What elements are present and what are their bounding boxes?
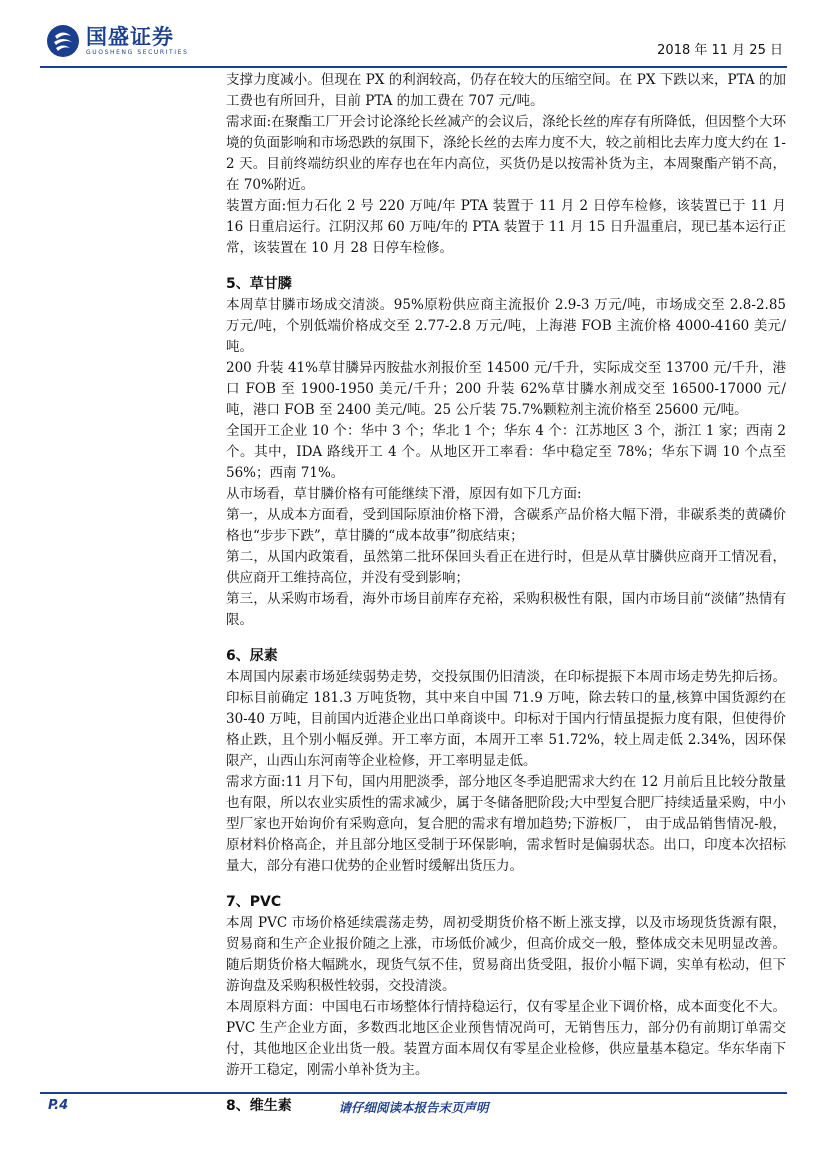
- logo-name-en: GUOSHENG SECURITIES: [86, 49, 189, 56]
- section-title-pvc: 7、PVC: [226, 894, 282, 910]
- paragraph: 本周 PVC 市场价格延续震荡走势，周初受期货价格不断上涨支撑，以及市场现货货源有限，贸易商和生产企业报价随之上涨，市场低价减少，但高价成交一般，整体成交未见明显改善。随后期货价格大幅跳水，现货气氛不佳，贸易商出货受阻，报价小幅下调，实单有松动，但下游询盘及采购积极性较弱，交投清淡。: [226, 915, 786, 994]
- page-number: P.4: [48, 1098, 69, 1113]
- paragraph: 本周国内尿素市场延续弱势走势，交投氛围仍旧清淡，在印标提振下本周市场走势先抑后扬。印标目前确定 181.3 万吨货物，其中来自中国 71.9 万吨，除去转口的量,核算中国货源约在 30-40 万吨，目前国内近港企业出口单商谈中。印标对于国内行情虽提振力度有限，但使得价格止跌，且个别小幅反弹。开工率方面，本周开工率 51.72%，较上周走低 2.34%，因环保限产，山西山东河南等企业检修，开工率明显走低。: [226, 669, 786, 769]
- paragraph: 从市场看，草甘膦价格有可能继续下滑，原因有如下几方面:: [226, 486, 582, 502]
- paragraph: 第三，从采购市场看，海外市场目前库存充裕，采购积极性有限，国内市场目前“淡储”热情有限。: [226, 591, 786, 628]
- report-body: [226, 70, 786, 1117]
- paragraph: 装置方面:恒力石化 2 号 220 万吨/年 PTA 装置于 11 月 2 日停车检修，该装置已于 11 月 16 日重启运行。江阴汉邦 60 万吨/年的 PTA 装置于 11 月 15 日升温重启，现已基本运行正常，该装置在 10 月 28 日停车检修。: [226, 198, 786, 256]
- logo-icon: [46, 24, 80, 58]
- section-title-urea: 6、尿素: [226, 648, 278, 664]
- paragraph: 200 升装 41%草甘膦异丙胺盐水剂报价至 14500 元/千升，实际成交至 13700 元/千升，港口 FOB 至 1900-1950 美元/千升；200 升装 62%草甘膦水剂成交至 16500-17000 元/吨，港口 FOB 至 2400 美元/吨。25 公斤装 75.7%颗粒剂主流价格至 25600 元/吨。: [226, 360, 786, 418]
- company-logo: [46, 22, 188, 60]
- footer-disclaimer: 请仔细阅读本报告末页声明: [338, 1100, 489, 1115]
- paragraph: 本周原料方面：中国电石市场整体行情持稳运行，仅有零星企业下调价格，成本面变化不大。PVC 生产企业方面，多数西北地区企业预售情况尚可，无销售压力，部分仍有前期订单需交付，其他地区企业出货一般。装置方面本周仅有零星企业检修，供应量基本稳定。华东华南下游开工稳定，刚需小单补货为主。: [226, 999, 786, 1078]
- paragraph: 全国开工企业 10 个：华中 3 个；华北 1 个；华东 4 个：江苏地区 3 个，浙江 1 家；西南 2 个。其中，IDA 路线开工 4 个。从地区开工率看：华中稳定至 78%；华东下调 10 个点至 56%；西南 71%。: [226, 423, 786, 481]
- page-footer: [40, 1092, 787, 1114]
- paragraph: 需求面:在聚酯工厂开会讨论涤纶长丝减产的会议后，涤纶长丝的库存有所降低，但因整个大环境的负面影响和市场恐跌的氛围下，涤纶长丝的去库力度不大，较之前相比去库力度大约在 1-2 天。目前终端纺织业的库存也在年内高位，买货仍是以按需补货为主，本周聚酯产销不高，在 70%附近。: [226, 114, 786, 193]
- page-header: [40, 22, 787, 68]
- paragraph: 第一，从成本方面看，受到国际原油价格下滑，含碳系产品价格大幅下滑，非碳系类的黄磷价格也“步步下跌”，草甘膦的“成本故事”彻底结束；: [226, 507, 786, 544]
- paragraph: 第二，从国内政策看，虽然第二批环保回头看正在进行时，但是从草甘膦供应商开工情况看，供应商开工维持高位，并没有受到影响；: [226, 549, 786, 586]
- paragraph: 本周草甘膦市场成交清淡。95%原粉供应商主流报价 2.9-3 万元/吨，市场成交至 2.8-2.85 万元/吨，个别低端价格成交至 2.77-2.8 万元/吨，上海港 FOB 主流价格 4000-4160 美元/吨。: [226, 297, 786, 355]
- section-title-vitamins: 8、维生素: [226, 1098, 292, 1114]
- paragraph: 需求方面:11 月下旬，国内用肥淡季，部分地区冬季追肥需求大约在 12 月前后且比较分散量也有限，所以农业实质性的需求减少，属于冬储备肥阶段;大中型复合肥厂持续适量采购，中小型厂家也开始询价有采购意向，复合肥的需求有增加趋势;下游板厂， 由于成品销售情况-般，原材料价格高企，并且部分地区受制于环保影响，需求暂时是偏弱状态。出口，印度本次招标量大，部分有港口优势的企业暂时缓解出货压力。: [226, 774, 786, 874]
- section-title-glyphosate: 5、草甘膦: [226, 276, 292, 292]
- paragraph: 支撑力度减小。但现在 PX 的利润较高，仍存在较大的压缩空间。在 PX 下跌以来，PTA 的加工费也有所回升，目前 PTA 的加工费在 707 元/吨。: [226, 72, 786, 109]
- report-date: 2018 年 11 月 25 日: [657, 43, 783, 58]
- logo-name-cn: 国盛证券: [86, 25, 174, 49]
